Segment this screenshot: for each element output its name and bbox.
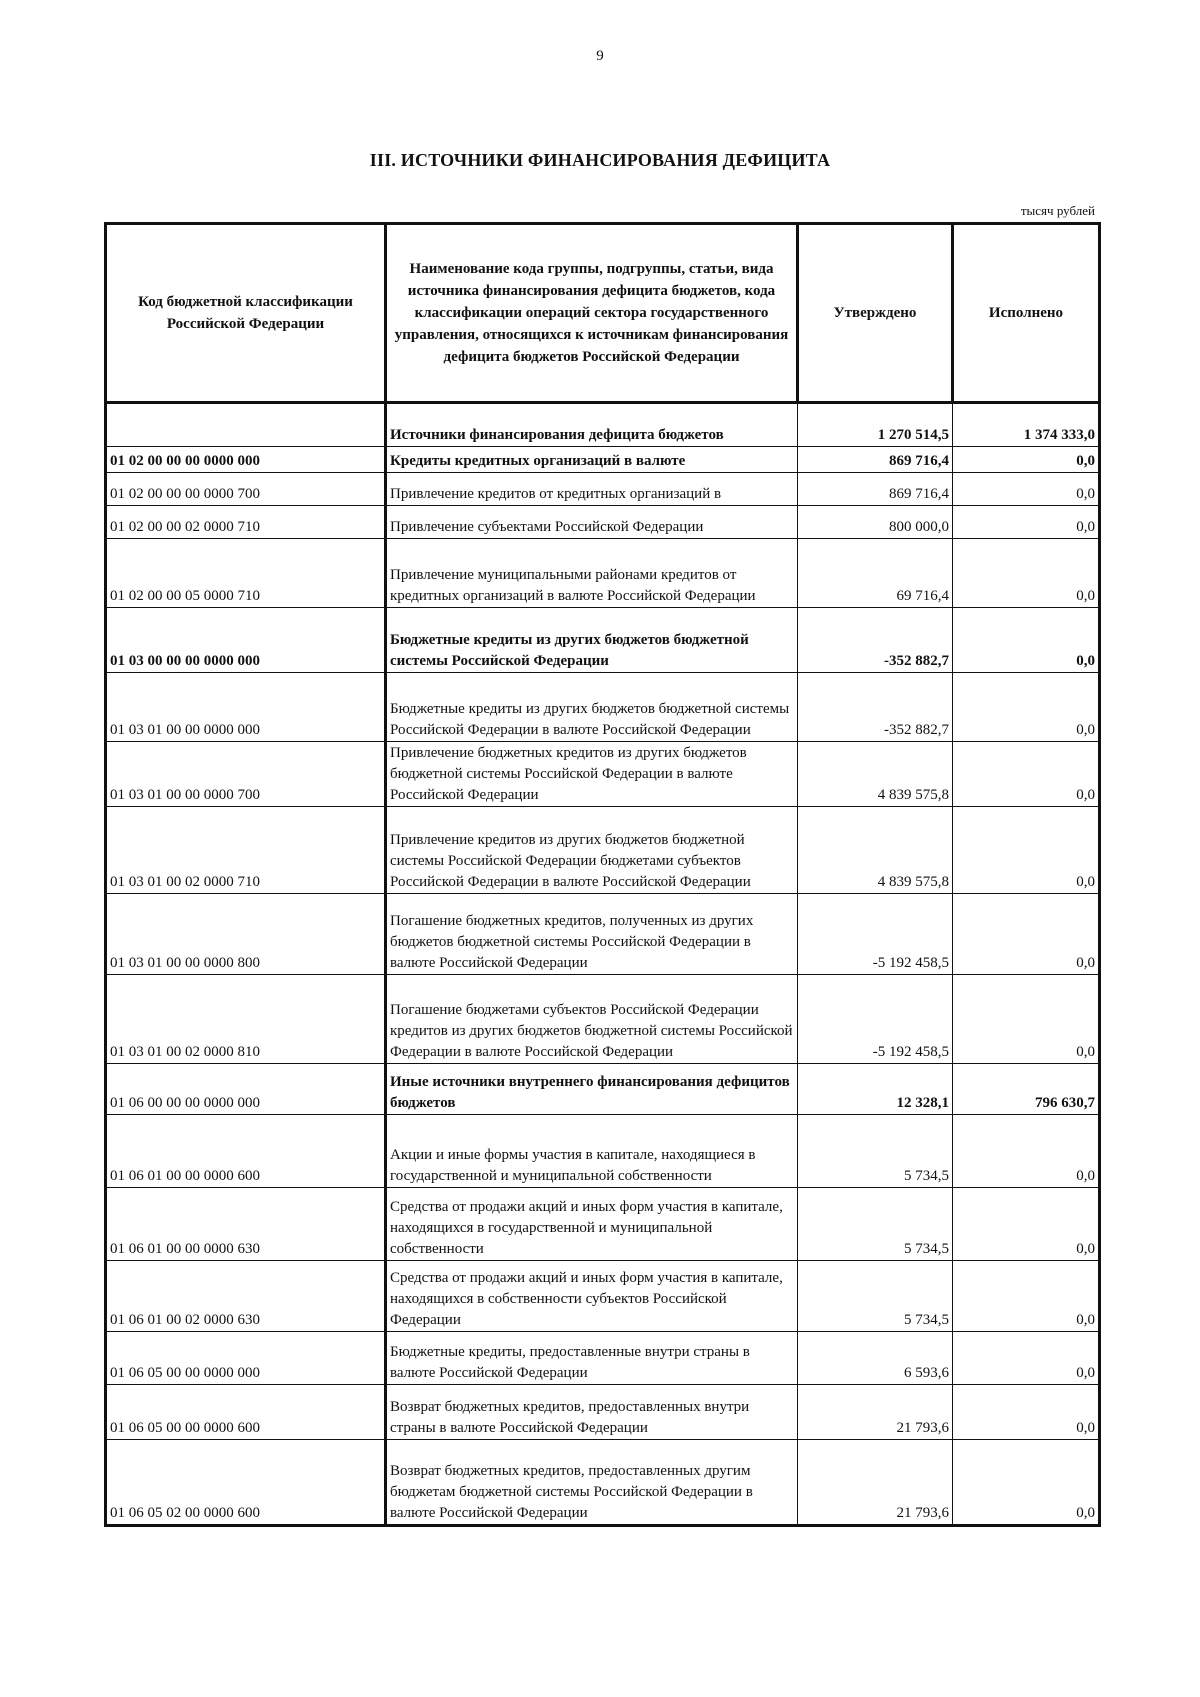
- row-executed: 0,0: [953, 1188, 1100, 1261]
- row-executed: 0,0: [953, 1440, 1100, 1526]
- row-approved: 4 839 575,8: [798, 807, 953, 894]
- table-row: [106, 473, 1100, 506]
- row-executed: 0,0: [953, 1115, 1100, 1188]
- table-row: [106, 1261, 1100, 1332]
- header-approved: Утверждено: [798, 224, 953, 403]
- row-executed: 1 374 333,0: [953, 403, 1100, 447]
- row-approved: 5 734,5: [798, 1188, 953, 1261]
- table-row: [106, 1064, 1100, 1115]
- row-code: 01 03 01 00 00 0000 000: [106, 673, 386, 742]
- table-row: [106, 673, 1100, 742]
- table-row: [106, 1440, 1100, 1526]
- row-code: 01 03 01 00 02 0000 810: [106, 975, 386, 1064]
- row-code: 01 06 05 00 00 0000 000: [106, 1332, 386, 1385]
- row-name: Иные источники внутреннего финансирования дефицитов бюджетов: [386, 1064, 798, 1115]
- row-code: 01 02 00 00 00 0000 000: [106, 447, 386, 473]
- table-row: [106, 447, 1100, 473]
- row-name: Акции и иные формы участия в капитале, находящиеся в государственной и муниципальной собственности: [386, 1115, 798, 1188]
- table-row: [106, 506, 1100, 539]
- row-approved: 4 839 575,8: [798, 742, 953, 807]
- row-name: Средства от продажи акций и иных форм участия в капитале, находящихся в собственности субъектов Российской Федерации: [386, 1261, 798, 1332]
- row-approved: 12 328,1: [798, 1064, 953, 1115]
- row-name: Погашение бюджетных кредитов, полученных из других бюджетов бюджетной системы Российской Федерации в валюте Российской Федерации: [386, 894, 798, 975]
- table-row: [106, 1385, 1100, 1440]
- row-executed: 0,0: [953, 1261, 1100, 1332]
- row-executed: 0,0: [953, 807, 1100, 894]
- row-code: 01 03 00 00 00 0000 000: [106, 608, 386, 673]
- row-code: 01 06 01 00 02 0000 630: [106, 1261, 386, 1332]
- row-approved: -5 192 458,5: [798, 975, 953, 1064]
- row-approved: 869 716,4: [798, 447, 953, 473]
- page-title: III. ИСТОЧНИКИ ФИНАНСИРОВАНИЯ ДЕФИЦИТА: [369, 150, 831, 170]
- header-executed: Исполнено: [953, 224, 1100, 403]
- table-row: [106, 403, 1100, 447]
- row-name: Привлечение муниципальными районами кредитов от кредитных организаций в валюте Российской Федерации: [386, 539, 798, 608]
- financing-sources-table: [104, 222, 1101, 1527]
- row-approved: 5 734,5: [798, 1115, 953, 1188]
- row-approved: 869 716,4: [798, 473, 953, 506]
- table-row: [106, 1115, 1100, 1188]
- table-row: [106, 1188, 1100, 1261]
- row-executed: 0,0: [953, 673, 1100, 742]
- row-approved: -5 192 458,5: [798, 894, 953, 975]
- header-name: Наименование кода группы, подгруппы, статьи, вида источника финансирования дефицита бюджетов, кода классификации операций сектора государственного управления, относящихся к источникам финансирования дефицита бюджетов Российской Федерации: [386, 224, 798, 403]
- table-row: [106, 807, 1100, 894]
- row-approved: -352 882,7: [798, 673, 953, 742]
- row-executed: 0,0: [953, 473, 1100, 506]
- header-code: Код бюджетной классификации Российской Федерации: [106, 224, 386, 403]
- row-name: Бюджетные кредиты, предоставленные внутри страны в валюте Российской Федерации: [386, 1332, 798, 1385]
- row-name: Погашение бюджетами субъектов Российской Федерации кредитов из других бюджетов бюджетной системы Российской Федерации в валюте Российской Федерации: [386, 975, 798, 1064]
- row-executed: 0,0: [953, 975, 1100, 1064]
- row-code: 01 06 05 00 00 0000 600: [106, 1385, 386, 1440]
- row-approved: 800 000,0: [798, 506, 953, 539]
- table-row: [106, 894, 1100, 975]
- row-name: Привлечение бюджетных кредитов из других бюджетов бюджетной системы Российской Федерации в валюте Российской Федерации: [386, 742, 798, 807]
- row-approved: 21 793,6: [798, 1440, 953, 1526]
- row-approved: 69 716,4: [798, 539, 953, 608]
- table-row: [106, 1332, 1100, 1385]
- row-name: Кредиты кредитных организаций в валюте: [386, 447, 798, 473]
- units-label: тысяч рублей: [1020, 203, 1095, 218]
- table-row: [106, 975, 1100, 1064]
- row-code: 01 03 01 00 02 0000 710: [106, 807, 386, 894]
- table-row: [106, 539, 1100, 608]
- row-executed: 0,0: [953, 539, 1100, 608]
- row-executed: 796 630,7: [953, 1064, 1100, 1115]
- row-code: 01 03 01 00 00 0000 700: [106, 742, 386, 807]
- page-number: 9: [596, 48, 604, 64]
- table-body: [106, 403, 1100, 1526]
- row-code: 01 06 00 00 00 0000 000: [106, 1064, 386, 1115]
- row-name: Привлечение субъектами Российской Федерации: [386, 506, 798, 539]
- row-name: Привлечение кредитов из других бюджетов бюджетной системы Российской Федерации бюджетами субъектов Российской Федерации в валюте Российской Федерации: [386, 807, 798, 894]
- row-name: Возврат бюджетных кредитов, предоставленных внутри страны в валюте Российской Федерации: [386, 1385, 798, 1440]
- table-row: [106, 608, 1100, 673]
- row-approved: -352 882,7: [798, 608, 953, 673]
- table-row: [106, 742, 1100, 807]
- row-name: Бюджетные кредиты из других бюджетов бюджетной системы Российской Федерации в валюте Российской Федерации: [386, 673, 798, 742]
- row-code: 01 06 01 00 00 0000 600: [106, 1115, 386, 1188]
- row-approved: 21 793,6: [798, 1385, 953, 1440]
- row-executed: 0,0: [953, 506, 1100, 539]
- row-approved: 5 734,5: [798, 1261, 953, 1332]
- row-executed: 0,0: [953, 1385, 1100, 1440]
- row-code: 01 06 01 00 00 0000 630: [106, 1188, 386, 1261]
- row-approved: 6 593,6: [798, 1332, 953, 1385]
- row-name: Бюджетные кредиты из других бюджетов бюджетной системы Российской Федерации: [386, 608, 798, 673]
- row-code: 01 06 05 02 00 0000 600: [106, 1440, 386, 1526]
- row-executed: 0,0: [953, 447, 1100, 473]
- row-executed: 0,0: [953, 742, 1100, 807]
- row-code: 01 02 00 00 02 0000 710: [106, 506, 386, 539]
- row-name: Возврат бюджетных кредитов, предоставленных другим бюджетам бюджетной системы Российской Федерации в валюте Российской Федерации: [386, 1440, 798, 1526]
- row-executed: 0,0: [953, 608, 1100, 673]
- table-header-row: [106, 224, 1100, 403]
- row-executed: 0,0: [953, 894, 1100, 975]
- row-executed: 0,0: [953, 1332, 1100, 1385]
- row-name: Привлечение кредитов от кредитных организаций в: [386, 473, 798, 506]
- row-name: Средства от продажи акций и иных форм участия в капитале, находящихся в государственной и муниципальной собственности: [386, 1188, 798, 1261]
- row-code: 01 02 00 00 00 0000 700: [106, 473, 386, 506]
- row-approved: 1 270 514,5: [798, 403, 953, 447]
- row-name: Источники финансирования дефицита бюджетов: [386, 403, 798, 447]
- row-code: 01 02 00 00 05 0000 710: [106, 539, 386, 608]
- row-code: [106, 403, 386, 447]
- row-code: 01 03 01 00 00 0000 800: [106, 894, 386, 975]
